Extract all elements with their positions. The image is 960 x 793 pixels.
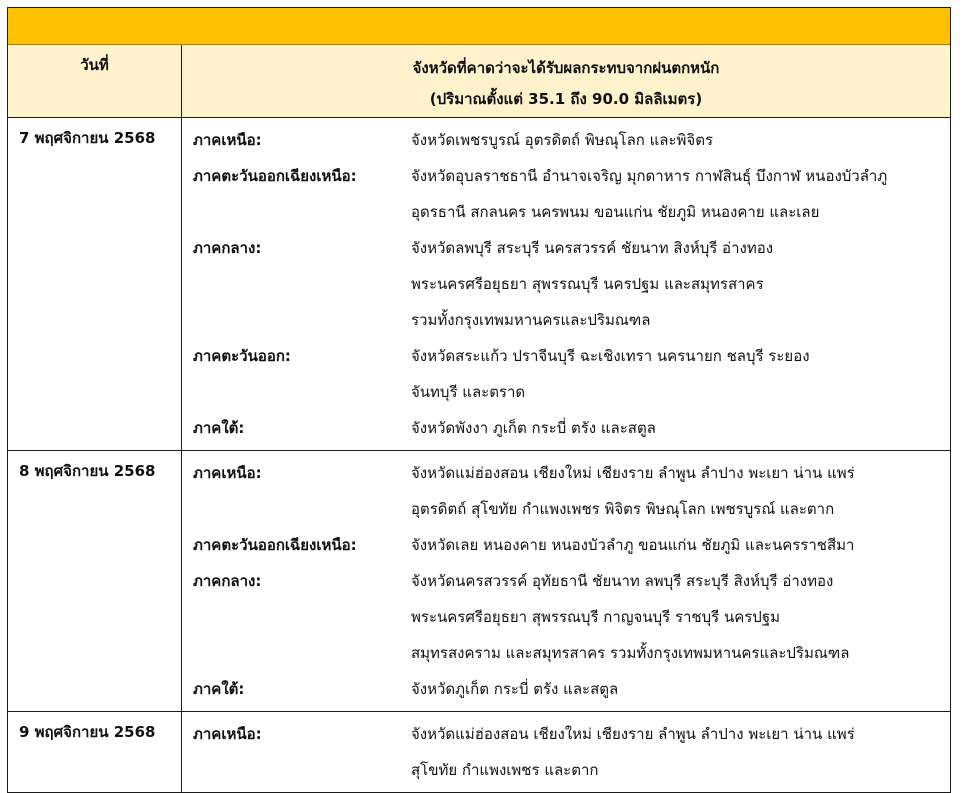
header-provinces-title: จังหวัดที่คาดว่าจะได้รับผลกระทบจากฝนตกหนัก	[412, 59, 720, 77]
table-row	[8, 712, 950, 792]
province-line: จังหวัดพังงา ภูเก็ต กระบี่ ตรัง และสตูล	[411, 419, 656, 437]
province-list	[411, 338, 950, 410]
header-provinces-subtitle: (ปริมาณตั้งแต่ 35.1 ถึง 90.0 มิลลิเมตร)	[429, 90, 703, 108]
region-entry	[182, 716, 950, 788]
table-row	[8, 451, 950, 712]
region-label: ภาคเหนือ:	[193, 725, 262, 743]
table-body	[8, 118, 950, 792]
regions-cell	[182, 712, 950, 792]
date-cell: 7 พฤศจิกายน 2568	[8, 118, 182, 450]
region-label: ภาคใต้:	[193, 419, 245, 437]
province-line: รวมทั้งกรุงเทพมหานครและปริมณฑล	[411, 311, 651, 329]
header-date: วันที่	[8, 45, 182, 117]
region-entry	[182, 122, 950, 158]
province-line: จังหวัดนครสวรรค์ อุทัยธานี ชัยนาท ลพบุรี สระบุรี สิงห์บุรี อ่างทอง	[411, 572, 834, 590]
province-line: จังหวัดลพบุรี สระบุรี นครสวรรค์ ชัยนาท สิงห์บุรี อ่างทอง	[411, 239, 774, 257]
province-line: จังหวัดแม่ฮ่องสอน เชียงใหม่ เชียงราย ลำพูน ลำปาง พะเยา น่าน แพร่	[411, 725, 855, 743]
region-label: ภาคเหนือ:	[193, 131, 262, 149]
region-entry	[182, 410, 950, 446]
rain-forecast-table	[7, 7, 951, 793]
province-line: จังหวัดแม่ฮ่องสอน เชียงใหม่ เชียงราย ลำพูน ลำปาง พะเยา น่าน แพร่	[411, 464, 855, 482]
province-list	[411, 527, 950, 563]
regions-cell	[182, 118, 950, 450]
region-entry	[182, 671, 950, 707]
region-label: ภาคตะวันออก:	[193, 347, 291, 365]
province-list	[411, 716, 950, 788]
province-line: สุโขทัย กำแพงเพชร และตาก	[411, 761, 599, 779]
province-line: สมุทรสงคราม และสมุทรสาคร รวมทั้งกรุงเทพมหานครและปริมณฑล	[411, 644, 850, 662]
region-label: ภาคตะวันออกเฉียงเหนือ:	[193, 536, 357, 554]
region-label: ภาคตะวันออกเฉียงเหนือ:	[193, 167, 357, 185]
province-line: จังหวัดสระแก้ว ปราจีนบุรี ฉะเชิงเทรา นครนายก ชลบุรี ระยอง	[411, 347, 810, 365]
region-entry	[182, 230, 950, 338]
date-cell: 9 พฤศจิกายน 2568	[8, 712, 182, 792]
province-line: จังหวัดเลย หนองคาย หนองบัวลำภู ขอนแก่น ชัยภูมิ และนครราชสีมา	[411, 536, 855, 554]
header-provinces	[182, 45, 950, 117]
province-line: พระนครศรีอยุธยา สุพรรณบุรี กาญจนบุรี ราชบุรี นครปฐม	[411, 608, 780, 626]
province-list	[411, 563, 950, 671]
province-line: พระนครศรีอยุธยา สุพรรณบุรี นครปฐม และสมุทรสาคร	[411, 275, 764, 293]
province-line: จังหวัดอุบลราชธานี อำนาจเจริญ มุกดาหาร กาฬสินธุ์ บึงกาฬ หนองบัวลำภู	[411, 167, 888, 185]
province-list	[411, 410, 950, 446]
province-list	[411, 122, 950, 158]
region-label: ภาคใต้:	[193, 680, 245, 698]
province-list	[411, 455, 950, 527]
province-line: จันทบุรี และตราด	[411, 383, 526, 401]
region-label: ภาคกลาง:	[193, 572, 262, 590]
province-list	[411, 671, 950, 707]
title-bar	[8, 8, 950, 45]
table-header	[8, 45, 950, 118]
province-line: อุตรดิตถ์ สุโขทัย กำแพงเพชร พิจิตร พิษณุโลก เพชรบูรณ์ และตาก	[411, 500, 835, 518]
region-entry	[182, 158, 950, 230]
region-entry	[182, 338, 950, 410]
province-line: จังหวัดเพชรบูรณ์ อุตรดิตถ์ พิษณุโลก และพิจิตร	[411, 131, 713, 149]
region-entry	[182, 455, 950, 527]
region-label: ภาคกลาง:	[193, 239, 262, 257]
province-list	[411, 230, 950, 338]
province-line: จังหวัดภูเก็ต กระบี่ ตรัง และสตูล	[411, 680, 619, 698]
region-entry	[182, 563, 950, 671]
regions-cell	[182, 451, 950, 711]
region-label: ภาคเหนือ:	[193, 464, 262, 482]
province-list	[411, 158, 950, 230]
date-cell: 8 พฤศจิกายน 2568	[8, 451, 182, 711]
table-row	[8, 118, 950, 451]
region-entry	[182, 527, 950, 563]
province-line: อุดรธานี สกลนคร นครพนม ขอนแก่น ชัยภูมิ หนองคาย และเลย	[411, 203, 820, 221]
